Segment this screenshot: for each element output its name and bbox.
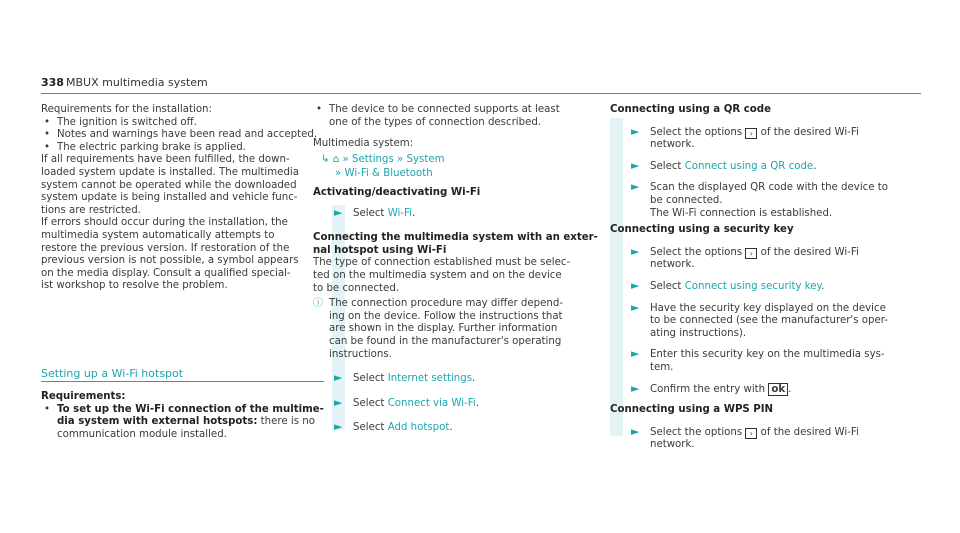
step-arrow-icon: ► bbox=[631, 180, 640, 194]
qr-link: Connect using a QR code bbox=[684, 160, 814, 172]
step: ► Select Connect using a QR code. bbox=[631, 158, 817, 172]
step-arrow-icon: ► bbox=[631, 158, 640, 172]
heading-qr: Connecting using a QR code bbox=[610, 104, 771, 115]
requirements-block bbox=[41, 391, 326, 441]
menu-path bbox=[313, 154, 608, 167]
path-settings: Settings bbox=[352, 153, 394, 165]
step: ► Select Internet settings. bbox=[334, 371, 476, 385]
chevron-right-icon: › bbox=[745, 128, 757, 139]
path-wifi-bluetooth: Wi-Fi & Bluetooth bbox=[344, 168, 433, 180]
list-item: • The ignition is switched off. bbox=[44, 116, 197, 128]
step: ► Select the options › of the desired Wi-Fi network. bbox=[631, 124, 859, 151]
add-hotspot-link: Add hotspot bbox=[387, 422, 450, 434]
install-paragraph: If all requirements have been fulfilled, the down- loaded system update is installed. The multimedia system cannot be operated while the downloaded system update is being installed and vehicle func- tions are restricted. bbox=[41, 154, 299, 216]
requirements-label: Requirements: bbox=[41, 391, 126, 402]
internet-settings-link: Internet settings bbox=[387, 373, 473, 385]
chevron-right-icon: › bbox=[745, 248, 757, 259]
heading-connect: Connecting the multimedia system with an exter- nal hotspot using Wi-Fi bbox=[313, 232, 598, 256]
multimedia-label: Multimedia system: bbox=[313, 138, 414, 150]
step: ► Select Connect via Wi-Fi. bbox=[334, 395, 479, 409]
column-2 bbox=[313, 104, 608, 435]
header-rule bbox=[41, 93, 921, 94]
step: ► Select Wi-Fi. bbox=[334, 205, 416, 219]
step-arrow-icon: ► bbox=[334, 395, 343, 409]
step: ► Scan the displayed QR code with the device to be connected. The Wi-Fi connection is established. bbox=[631, 180, 888, 219]
page-header-title: MBUX multimedia system bbox=[66, 76, 208, 89]
step-arrow-icon: ► bbox=[631, 278, 640, 292]
step-arrow-icon: ► bbox=[631, 244, 640, 258]
step-arrow-icon: ► bbox=[334, 420, 343, 434]
step: ► Enter this security key on the multimedia sys- tem. bbox=[631, 347, 885, 373]
heading-key: Connecting using a security key bbox=[610, 224, 794, 236]
step: ► Confirm the entry with ok . bbox=[631, 381, 792, 395]
section-rule bbox=[41, 381, 324, 382]
step-arrow-icon: ► bbox=[334, 205, 343, 219]
section-title: Setting up a Wi-Fi hotspot bbox=[41, 367, 184, 380]
step: ► Select the options › of the desired Wi-Fi network. bbox=[631, 424, 859, 451]
double-chevron-icon: » bbox=[335, 168, 342, 180]
step-arrow-icon: ► bbox=[631, 347, 640, 361]
menu-path-2 bbox=[313, 168, 608, 181]
ok-icon: ok bbox=[768, 383, 788, 396]
home-icon: ⌂ bbox=[332, 153, 340, 165]
step-arrow-icon: ► bbox=[631, 124, 640, 138]
step-arrow-icon: ► bbox=[334, 371, 343, 385]
page-number: 338 bbox=[41, 76, 64, 89]
list-item: • The device to be connected supports at least bbox=[316, 104, 560, 115]
step-arrow-icon: ► bbox=[631, 424, 640, 438]
step-arrow-icon: ► bbox=[631, 381, 640, 395]
double-chevron-icon: » bbox=[397, 153, 404, 165]
step: ► Select Connect using security key. bbox=[631, 278, 825, 292]
heading-activate: Activating/deactivating Wi-Fi bbox=[313, 186, 481, 198]
path-system: System bbox=[406, 153, 445, 165]
column-3 bbox=[610, 104, 910, 452]
return-arrow-icon: ↳ bbox=[321, 153, 330, 165]
step: ► Have the security key displayed on the device to be connected (see the manufacturer's oper- ating instructions). bbox=[631, 300, 888, 339]
list-item-cont: communication module installed. bbox=[57, 428, 227, 440]
list-item-cont: one of the types of connection described. bbox=[329, 116, 542, 128]
list-item-cont: dia system with external hotspots: there is no bbox=[57, 416, 315, 428]
connect-wifi-link: Connect via Wi-Fi bbox=[387, 397, 476, 409]
double-chevron-icon: » bbox=[342, 153, 349, 165]
connect-paragraph: The type of connection established must be selec- ted on the multimedia system and on the device to be connected. bbox=[313, 257, 571, 294]
heading-wps: Connecting using a WPS PIN bbox=[610, 404, 774, 416]
security-key-link: Connect using security key bbox=[684, 280, 822, 292]
step: ► Select Add hotspot. bbox=[334, 420, 453, 434]
list-item: • To set up the Wi-Fi connection of the multime- bbox=[44, 403, 324, 415]
info-note: ⓘ The connection procedure may differ depend- ing on the device. Follow the instructions that are shown in the display. Further information can be found in the manufacturer's operating instructions. bbox=[313, 298, 563, 360]
info-icon: ⓘ bbox=[313, 298, 324, 310]
wifi-link: Wi-Fi bbox=[387, 207, 412, 219]
column-1 bbox=[41, 104, 326, 293]
list-item: • The electric parking brake is applied. bbox=[44, 141, 246, 153]
requirements-intro: Requirements for the installation: bbox=[41, 104, 212, 115]
error-paragraph: If errors should occur during the installation, the multimedia system automatically attempts to restore the previous version. If restoration of the previous version is not possible, a symbol appears on the media display. Consult a qualified special- ist workshop to resolve the problem. bbox=[41, 217, 299, 292]
chevron-right-icon: › bbox=[745, 428, 757, 439]
step-arrow-icon: ► bbox=[631, 300, 640, 314]
list-item: • Notes and warnings have been read and accepted. bbox=[44, 129, 318, 141]
step: ► Select the options › of the desired Wi-Fi network. bbox=[631, 244, 859, 271]
